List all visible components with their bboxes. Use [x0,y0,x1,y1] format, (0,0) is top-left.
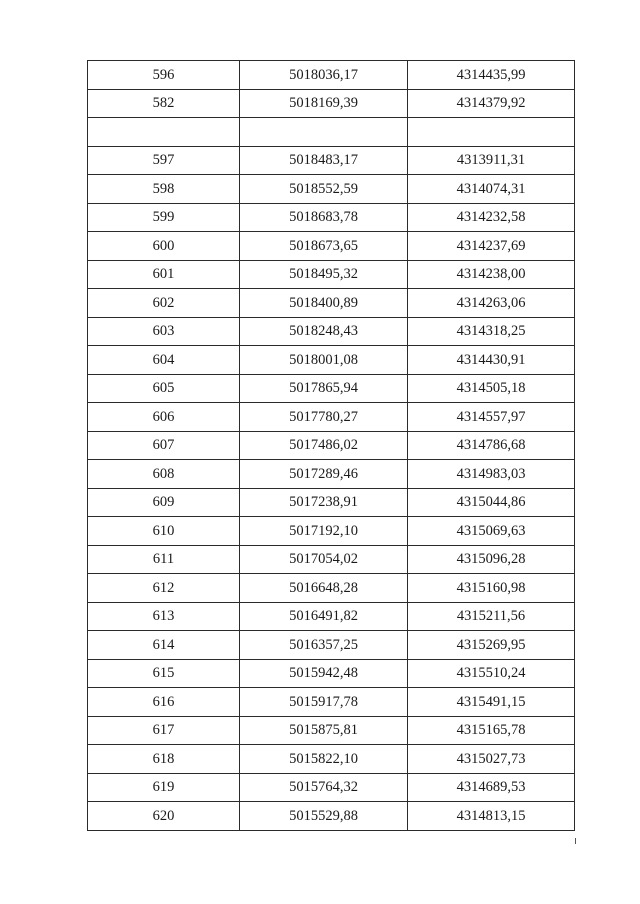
y-coordinate-cell: 4314689,53 [408,773,575,802]
point-number-cell: 602 [88,289,240,318]
y-coordinate-cell: 4314505,18 [408,374,575,403]
point-number-cell: 618 [88,745,240,774]
table-row [88,289,575,318]
y-coordinate-cell [408,118,575,147]
point-number-cell: 620 [88,802,240,831]
point-number-cell: 616 [88,688,240,717]
table-row [88,602,575,631]
coordinates-table-body [88,61,575,831]
y-coordinate-cell: 4315096,28 [408,545,575,574]
table-row [88,802,575,831]
table-row [88,688,575,717]
x-coordinate-cell: 5018001,08 [240,346,408,375]
y-coordinate-cell: 4314318,25 [408,317,575,346]
table-row [88,232,575,261]
y-coordinate-cell: 4314557,97 [408,403,575,432]
x-coordinate-cell: 5017486,02 [240,431,408,460]
table-row [88,431,575,460]
table-row [88,631,575,660]
point-number-cell: 609 [88,488,240,517]
coordinates-table [87,60,575,831]
y-coordinate-cell: 4315027,73 [408,745,575,774]
page-edge-mark [575,838,576,844]
y-coordinate-cell: 4314238,00 [408,260,575,289]
point-number-cell: 604 [88,346,240,375]
table-row [88,745,575,774]
point-number-cell: 582 [88,89,240,118]
y-coordinate-cell: 4315211,56 [408,602,575,631]
point-number-cell: 615 [88,659,240,688]
y-coordinate-cell: 4315160,98 [408,574,575,603]
point-number-cell: 619 [88,773,240,802]
table-row [88,773,575,802]
x-coordinate-cell: 5018483,17 [240,146,408,175]
x-coordinate-cell: 5015917,78 [240,688,408,717]
y-coordinate-cell: 4315491,15 [408,688,575,717]
point-number-cell: 617 [88,716,240,745]
y-coordinate-cell: 4315510,24 [408,659,575,688]
point-number-cell: 614 [88,631,240,660]
y-coordinate-cell: 4315269,95 [408,631,575,660]
y-coordinate-cell: 4314379,92 [408,89,575,118]
y-coordinate-cell: 4314430,91 [408,346,575,375]
table-row [88,61,575,90]
table-row [88,574,575,603]
table-row [88,545,575,574]
table-row [88,460,575,489]
x-coordinate-cell: 5015942,48 [240,659,408,688]
x-coordinate-cell: 5015764,32 [240,773,408,802]
table-row [88,517,575,546]
point-number-cell: 608 [88,460,240,489]
x-coordinate-cell: 5015875,81 [240,716,408,745]
point-number-cell: 606 [88,403,240,432]
y-coordinate-cell: 4314263,06 [408,289,575,318]
y-coordinate-cell: 4314983,03 [408,460,575,489]
x-coordinate-cell: 5018683,78 [240,203,408,232]
x-coordinate-cell: 5018036,17 [240,61,408,90]
table-row [88,346,575,375]
point-number-cell: 612 [88,574,240,603]
y-coordinate-cell: 4314237,69 [408,232,575,261]
point-number-cell: 598 [88,175,240,204]
x-coordinate-cell: 5017238,91 [240,488,408,517]
y-coordinate-cell: 4314786,68 [408,431,575,460]
point-number-cell: 597 [88,146,240,175]
point-number-cell: 610 [88,517,240,546]
x-coordinate-cell: 5017865,94 [240,374,408,403]
x-coordinate-cell: 5017054,02 [240,545,408,574]
point-number-cell: 596 [88,61,240,90]
x-coordinate-cell: 5018673,65 [240,232,408,261]
x-coordinate-cell: 5018552,59 [240,175,408,204]
point-number-cell: 603 [88,317,240,346]
y-coordinate-cell: 4314813,15 [408,802,575,831]
table-row [88,146,575,175]
x-coordinate-cell: 5018248,43 [240,317,408,346]
table-row [88,175,575,204]
x-coordinate-cell [240,118,408,147]
y-coordinate-cell: 4314232,58 [408,203,575,232]
x-coordinate-cell: 5017780,27 [240,403,408,432]
point-number-cell: 605 [88,374,240,403]
point-number-cell: 599 [88,203,240,232]
y-coordinate-cell: 4315069,63 [408,517,575,546]
table-row [88,317,575,346]
point-number-cell: 607 [88,431,240,460]
point-number-cell [88,118,240,147]
table-row [88,118,575,147]
y-coordinate-cell: 4314435,99 [408,61,575,90]
x-coordinate-cell: 5015822,10 [240,745,408,774]
x-coordinate-cell: 5015529,88 [240,802,408,831]
x-coordinate-cell: 5018495,32 [240,260,408,289]
x-coordinate-cell: 5017192,10 [240,517,408,546]
point-number-cell: 613 [88,602,240,631]
y-coordinate-cell: 4314074,31 [408,175,575,204]
y-coordinate-cell: 4315165,78 [408,716,575,745]
y-coordinate-cell: 4315044,86 [408,488,575,517]
x-coordinate-cell: 5018400,89 [240,289,408,318]
point-number-cell: 611 [88,545,240,574]
x-coordinate-cell: 5017289,46 [240,460,408,489]
table-row [88,89,575,118]
point-number-cell: 601 [88,260,240,289]
x-coordinate-cell: 5016648,28 [240,574,408,603]
x-coordinate-cell: 5016357,25 [240,631,408,660]
table-row [88,260,575,289]
x-coordinate-cell: 5018169,39 [240,89,408,118]
table-row [88,488,575,517]
point-number-cell: 600 [88,232,240,261]
y-coordinate-cell: 4313911,31 [408,146,575,175]
table-row [88,203,575,232]
table-row [88,374,575,403]
table-row [88,716,575,745]
x-coordinate-cell: 5016491,82 [240,602,408,631]
table-row [88,659,575,688]
table-row [88,403,575,432]
